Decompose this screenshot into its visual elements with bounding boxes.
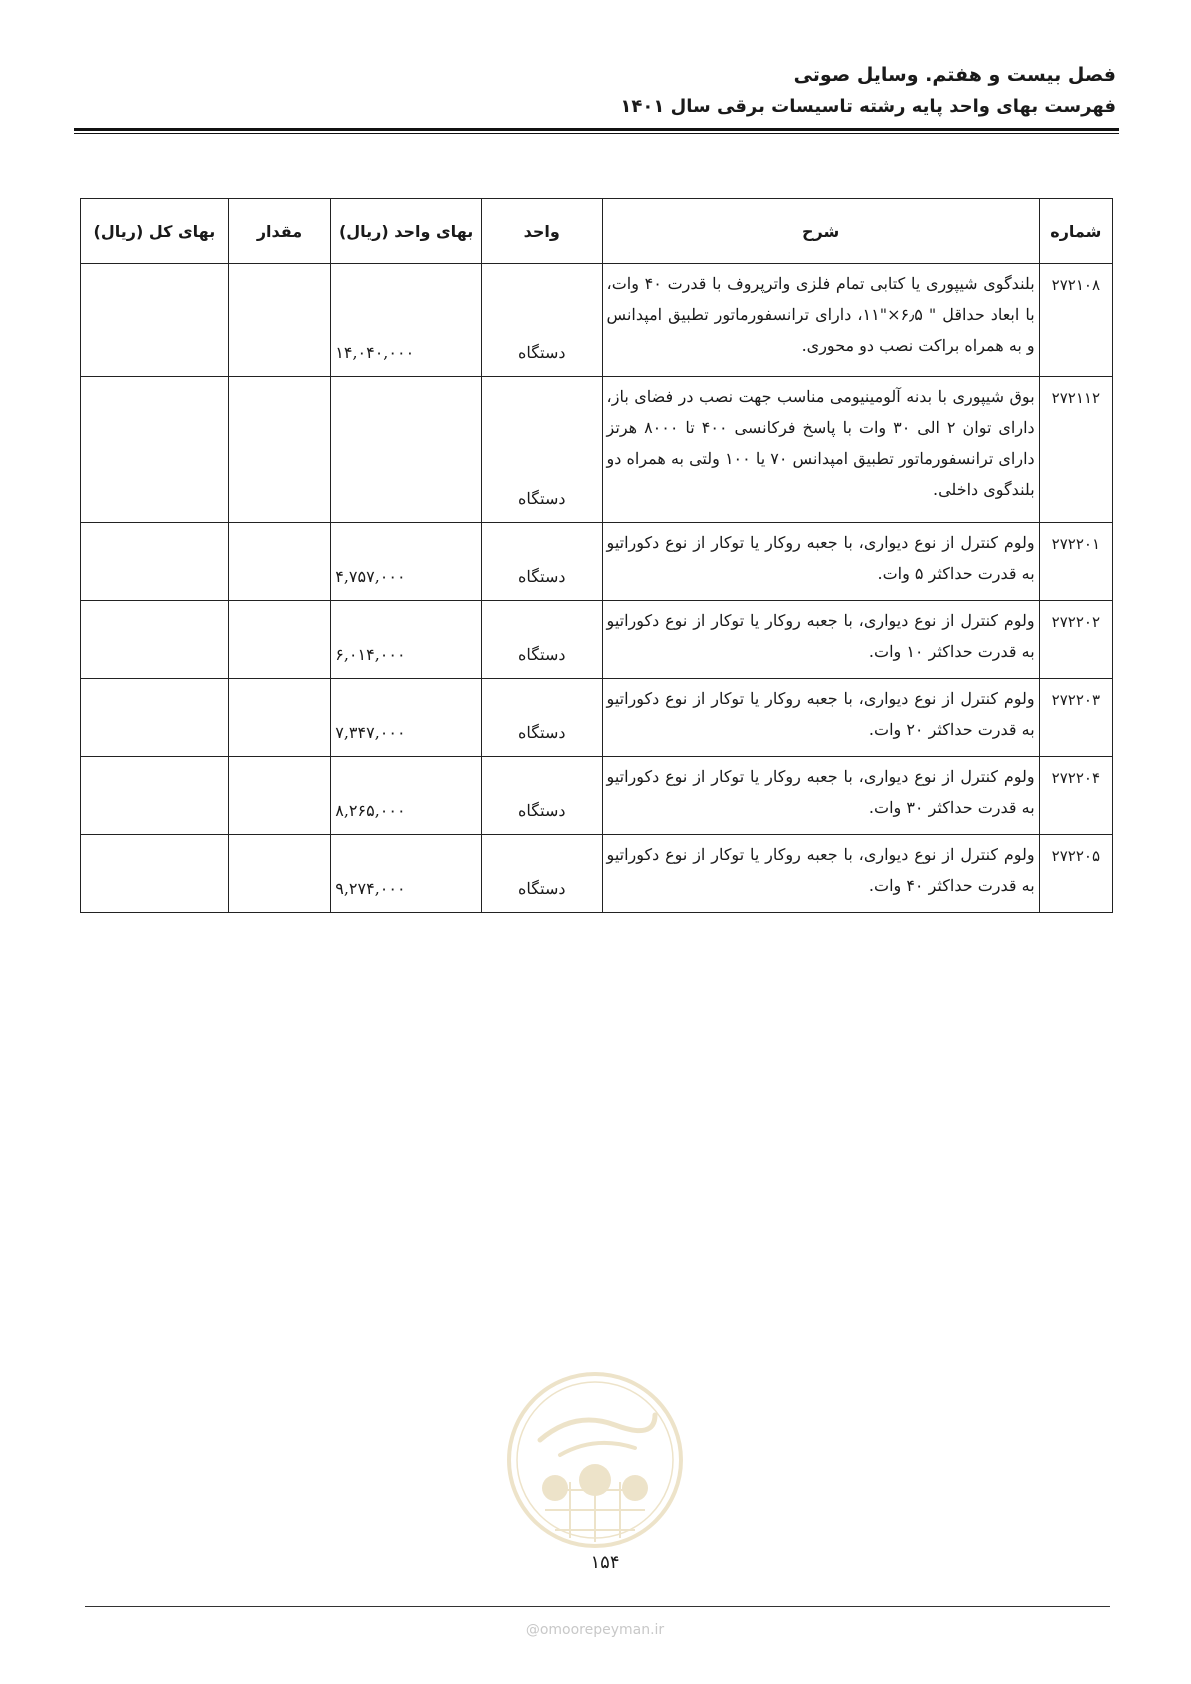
table-row <box>81 679 1113 757</box>
item-unit: دستگاه <box>481 377 602 523</box>
item-code: ۲۷۲۲۰۴ <box>1039 757 1112 835</box>
item-desc: ولوم کنترل از نوع دیواری، با جعبه روکار یا توکار از نوع دکوراتیو به قدرت حداکثر ۳۰ وات. <box>602 757 1039 835</box>
table-header-row <box>81 199 1113 264</box>
col-header-unit: واحد <box>481 199 602 264</box>
header-rule-thin <box>74 133 1119 134</box>
item-total <box>81 264 229 377</box>
website-watermark: @omoorepeyman.ir <box>525 1622 665 1638</box>
watermark-seal-icon <box>505 1370 685 1550</box>
item-code: ۲۷۲۲۰۳ <box>1039 679 1112 757</box>
document-subtitle: فهرست بهای واحد پایه رشته تاسیسات برقی سال ۱۴۰۱ <box>620 96 1116 117</box>
item-total <box>81 835 229 913</box>
item-unit-price: ۴,۷۵۷,۰۰۰ <box>331 523 482 601</box>
item-unit-price: ۹,۲۷۴,۰۰۰ <box>331 835 482 913</box>
item-code: ۲۷۲۱۰۸ <box>1039 264 1112 377</box>
item-total <box>81 523 229 601</box>
item-desc: بوق شیپوری با بدنه آلومینیومی مناسب جهت نصب در فضای باز، دارای توان ۲ الی ۳۰ وات با پاسخ فرکانسی ۴۰۰ تا ۸۰۰۰ هرتز دارای ترانسفورماتور تطبیق امپدانس ۷۰ یا ۱۰۰ ولتی به همراه دو بلندگوی داخلی. <box>602 377 1039 523</box>
chapter-title: فصل بیست و هفتم. وسایل صوتی <box>793 64 1116 86</box>
item-qty <box>228 264 330 377</box>
item-code: ۲۷۲۱۱۲ <box>1039 377 1112 523</box>
header-rule-thick <box>74 128 1119 131</box>
item-desc: ولوم کنترل از نوع دیواری، با جعبه روکار یا توکار از نوع دکوراتیو به قدرت حداکثر ۵ وات. <box>602 523 1039 601</box>
item-total <box>81 757 229 835</box>
item-total <box>81 679 229 757</box>
item-total <box>81 601 229 679</box>
item-code: ۲۷۲۲۰۲ <box>1039 601 1112 679</box>
item-unit-price: ۱۴,۰۴۰,۰۰۰ <box>331 264 482 377</box>
col-header-desc: شرح <box>602 199 1039 264</box>
item-code: ۲۷۲۲۰۵ <box>1039 835 1112 913</box>
table-row <box>81 601 1113 679</box>
item-unit: دستگاه <box>481 264 602 377</box>
item-unit-price: ۷,۳۴۷,۰۰۰ <box>331 679 482 757</box>
table-row <box>81 835 1113 913</box>
item-unit: دستگاه <box>481 523 602 601</box>
page-number: ۱۵۴ <box>590 1552 620 1573</box>
table-row <box>81 377 1113 523</box>
item-desc: ولوم کنترل از نوع دیواری، با جعبه روکار یا توکار از نوع دکوراتیو به قدرت حداکثر ۲۰ وات. <box>602 679 1039 757</box>
item-unit: دستگاه <box>481 601 602 679</box>
item-unit-price: ۶,۰۱۴,۰۰۰ <box>331 601 482 679</box>
item-qty <box>228 679 330 757</box>
item-qty <box>228 523 330 601</box>
item-unit-price: ۸,۲۶۵,۰۰۰ <box>331 757 482 835</box>
footer-rule <box>85 1606 1110 1607</box>
table-row <box>81 523 1113 601</box>
price-table <box>80 198 1113 913</box>
item-code: ۲۷۲۲۰۱ <box>1039 523 1112 601</box>
item-unit-price <box>331 377 482 523</box>
item-qty <box>228 601 330 679</box>
item-desc: ولوم کنترل از نوع دیواری، با جعبه روکار یا توکار از نوع دکوراتیو به قدرت حداکثر ۱۰ وات. <box>602 601 1039 679</box>
item-qty <box>228 835 330 913</box>
col-header-total: بهای کل (ریال) <box>81 199 229 264</box>
table-row <box>81 757 1113 835</box>
item-unit: دستگاه <box>481 757 602 835</box>
table-row <box>81 264 1113 377</box>
page-header <box>620 58 1116 122</box>
item-total <box>81 377 229 523</box>
item-qty <box>228 757 330 835</box>
item-qty <box>228 377 330 523</box>
item-unit: دستگاه <box>481 835 602 913</box>
col-header-qty: مقدار <box>228 199 330 264</box>
item-unit: دستگاه <box>481 679 602 757</box>
item-desc: بلندگوی شیپوری یا کتابی تمام فلزی واترپروف با قدرت ۴۰ وات، با ابعاد حداقل " ۶٫۵×"۱۱، دارای ترانسفورماتور تطبیق امپدانس و به همراه براکت نصب دو محوری. <box>602 264 1039 377</box>
col-header-unit-price: بهای واحد (ریال) <box>331 199 482 264</box>
col-header-code: شماره <box>1039 199 1112 264</box>
item-desc: ولوم کنترل از نوع دیواری، با جعبه روکار یا توکار از نوع دکوراتیو به قدرت حداکثر ۴۰ وات. <box>602 835 1039 913</box>
